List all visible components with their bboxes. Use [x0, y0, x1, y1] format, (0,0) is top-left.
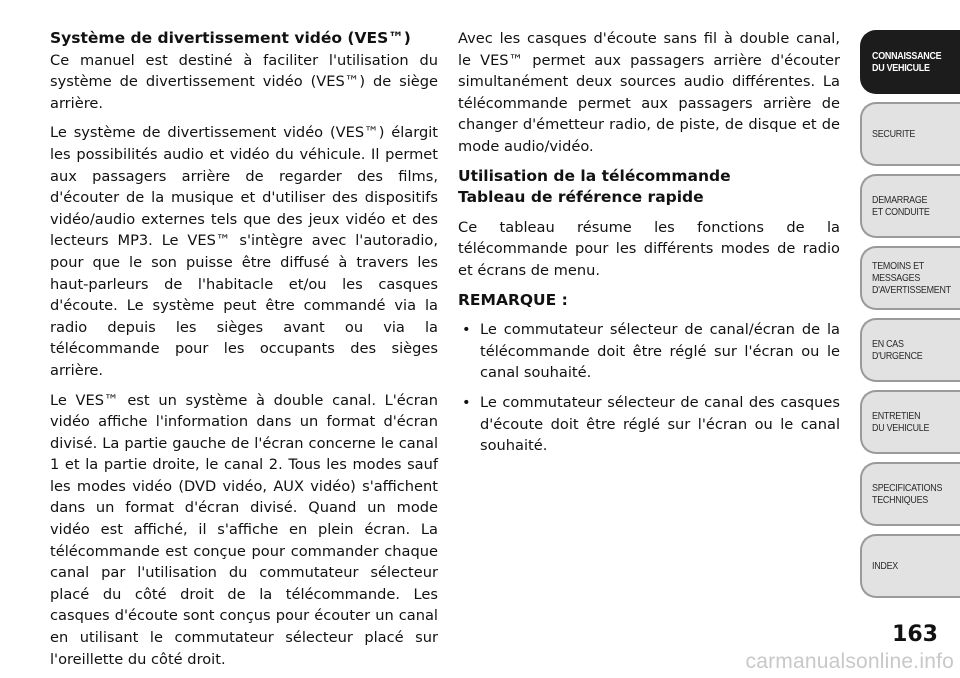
- tab-label: CONNAISSANCE DU VEHICULE: [872, 50, 942, 74]
- paragraph: Ce tableau résume les fonctions de la télécommande pour les différents modes de radio et écrans de menu.: [458, 218, 840, 279]
- tab-specifications-techniques[interactable]: [860, 462, 960, 526]
- tab-temoins-et-messages[interactable]: [860, 246, 960, 310]
- paragraph: Le système de divertissement vidéo (VES™) élargit les possibilités audio et vidéo du véhicule. Il permet aux passagers arrière de regarder des films, d'écouter de la musique et d'utiliser des dispositifs vidéo/audio externes tels que des jeux vidéo et des lecteurs MP3. Le VES™ s'intègre avec l'autoradio, pour que le son puisse être diffusé à travers les haut-parleurs de l'habitacle et/ou les casques d'écoute. Le système peut être commandé via la radio depuis les sièges avant ou via la télécommande pour les occupants des sièges arrière.: [50, 124, 438, 379]
- list-item: • Le commutateur sélecteur de canal des casques d'écoute doit être réglé sur l'écran ou le canal souhaité.: [458, 392, 840, 457]
- section-heading: Utilisation de la télécommande: [458, 166, 731, 185]
- section-subheading: Tableau de référence rapide: [458, 188, 704, 207]
- note-list: [458, 319, 840, 457]
- tab-en-cas-d-urgence[interactable]: [860, 318, 960, 382]
- tab-entretien-du-vehicule[interactable]: [860, 390, 960, 454]
- tab-label: SECURITE: [872, 128, 916, 140]
- tab-label: TEMOINS ET MESSAGES D'AVERTISSEMENT: [872, 260, 951, 296]
- paragraph: Avec les casques d'écoute sans fil à double canal, le VES™ permet aux passagers arrière d'écouter simultanément deux sources audio différentes. La télécommande permet aux passagers arrière de changer d'émetteur radio, de piste, de disque et de mode audio/vidéo.: [458, 30, 840, 155]
- paragraph: Ce manuel est destiné à faciliter l'utilisation du système de divertissement vidéo (VES™) de siège arrière.: [50, 51, 438, 112]
- tab-index[interactable]: [860, 534, 960, 598]
- chapter-tabs: [860, 30, 960, 606]
- paragraph: Le VES™ est un système à double canal. L'écran vidéo affiche l'information dans un format d'écran divisé. La partie gauche de l'écran concerne le canal 1 et la partie droite, le canal 2. Tous les modes sauf les modes vidéo (DVD vidéo, AUX vidéo) s'affichent dans un format d'écran divisé. Quand un mode vidéo est affiché, il s'affiche en plein écran. La télécommande est conçue pour commander chaque canal par l'utilisation du commutateur sélecteur placé du côté droit de la télécommande. Les casques d'écoute sont conçus pour écouter un canal en utilisant le commutateur sélecteur placé sur l'oreillette du côté droit.: [50, 391, 438, 668]
- left-column: [50, 28, 438, 678]
- watermark: carmanualsonline.info: [745, 650, 954, 673]
- tab-label: DEMARRAGE ET CONDUITE: [872, 194, 930, 218]
- tab-label: ENTRETIEN DU VEHICULE: [872, 410, 930, 434]
- tab-connaissance-du-vehicule[interactable]: [860, 30, 960, 94]
- tab-securite[interactable]: [860, 102, 960, 166]
- tab-label: SPECIFICATIONS TECHNIQUES: [872, 482, 943, 506]
- list-item: • Le commutateur sélecteur de canal/écran de la télécommande doit être réglé sur l'écran ou le canal souhaité.: [458, 319, 840, 384]
- note-heading: REMARQUE :: [458, 290, 568, 309]
- page-number: 163: [892, 622, 938, 647]
- tab-label: EN CAS D'URGENCE: [872, 338, 923, 362]
- tab-label: INDEX: [872, 560, 899, 572]
- tab-demarrage-et-conduite[interactable]: [860, 174, 960, 238]
- section-heading: Système de divertissement vidéo (VES™): [50, 29, 411, 47]
- right-column: [458, 28, 840, 465]
